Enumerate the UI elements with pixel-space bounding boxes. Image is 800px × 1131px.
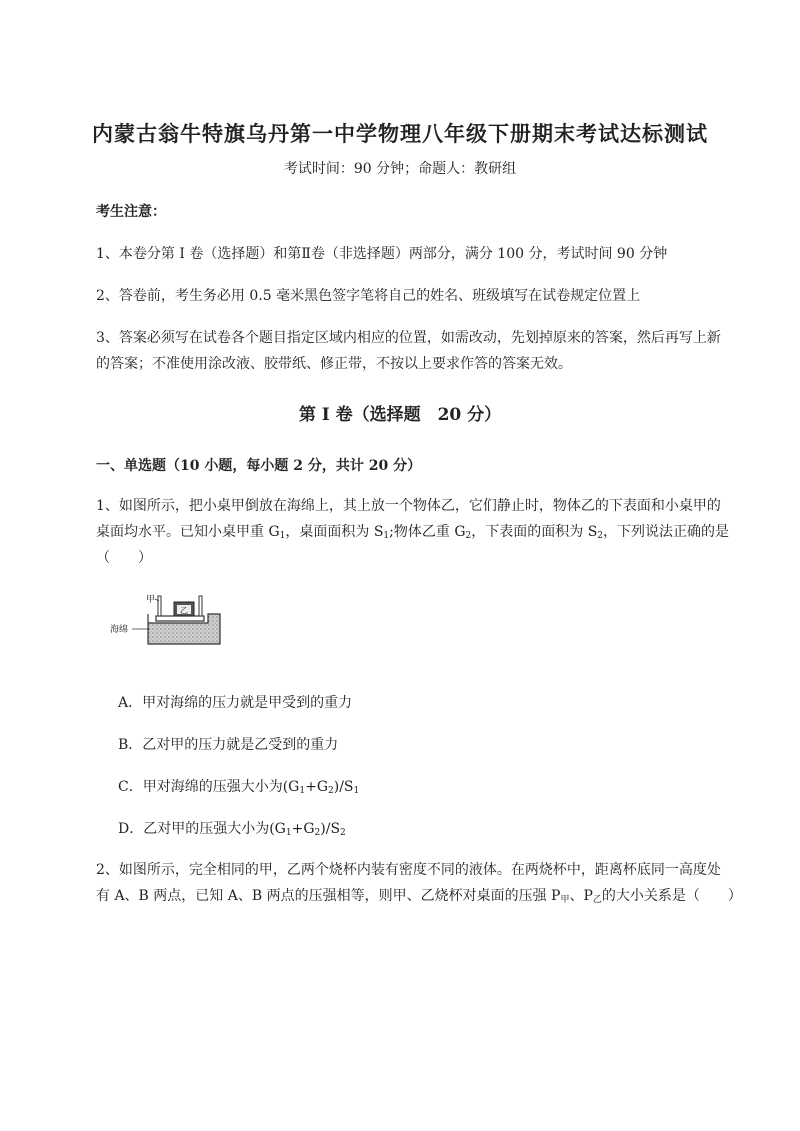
q1-stem-line1: 1、如图所示，把小桌甲倒放在海绵上，其上放一个物体乙，它们静止时，物体乙的下表面和小桌甲的: [96, 498, 721, 514]
q1-figure: [108, 592, 228, 652]
q2-stem-line1: 2、如图所示，完全相同的甲，乙两个烧杯内装有密度不同的液体。在两烧杯中，距离杯底同一高度处: [96, 862, 721, 878]
q1-option-c[interactable]: C．甲对海绵的压强大小为$(G_1+G_2)/S_1$: [118, 779, 360, 796]
notice-item-3: 3、答案必须写在试卷各个题目指定区域内相应的位置，如需改动，先划掉原来的答案，然后再写上新: [96, 330, 721, 346]
q1-option-d[interactable]: D．乙对甲的压强大小为$(G_1+G_2)/S_2$: [118, 821, 346, 838]
q1-option-a[interactable]: A．甲对海绵的压力就是甲受到的重力: [118, 695, 353, 711]
table-top: [156, 616, 204, 621]
label-sponge: 海绵: [110, 625, 129, 635]
label-jia: 甲: [146, 595, 156, 605]
label-yi: 乙: [180, 606, 188, 615]
notice-item-2: 2、答卷前，考生务必用 0.5 毫米黑色签字笔将自己的姓名、班级填写在试卷规定位置上: [96, 288, 641, 304]
section-title: 第 I 卷（选择题 20 分）: [298, 405, 502, 425]
q2-stem-line2: 有 A、B 两点，已知 A、B 两点的压强相等，则甲、乙烧杯对桌面的压强 $P_甲$、$P_乙$的大小关系是（ ）: [96, 888, 742, 905]
notice-heading: 考生注意：: [96, 204, 166, 220]
notice-item-3-cont: 的答案；不准使用涂改液、胶带纸、修正带，不按以上要求作答的答案无效。: [96, 356, 572, 372]
notice-item-1: 1、本卷分第 I 卷（选择题）和第Ⅱ卷（非选择题）两部分，满分 100 分，考试时间 90 分钟: [96, 246, 668, 262]
q1-answer-blank: （ ）: [96, 550, 152, 566]
table-leg-left: [158, 596, 161, 616]
part-heading: 一、单选题（10 小题，每小题 2 分，共计 20 分）: [96, 458, 422, 474]
table-leg-right: [199, 596, 202, 616]
exam-info: 考试时间：90 分钟；命题人：教研组: [283, 161, 517, 177]
page-title: 内蒙古翁牛特旗乌丹第一中学物理八年级下册期末考试达标测试: [92, 121, 708, 146]
table-on-sponge-diagram: [108, 592, 228, 648]
q1-stem-line2: 桌面均水平。已知小桌甲重 $G_1$，桌面面积为 $S_1$;物体乙重 $G_2$，下表面的面积为 $S_2$，下列说法正确的是: [96, 524, 730, 541]
q1-option-b[interactable]: B．乙对甲的压力就是乙受到的重力: [118, 737, 339, 753]
